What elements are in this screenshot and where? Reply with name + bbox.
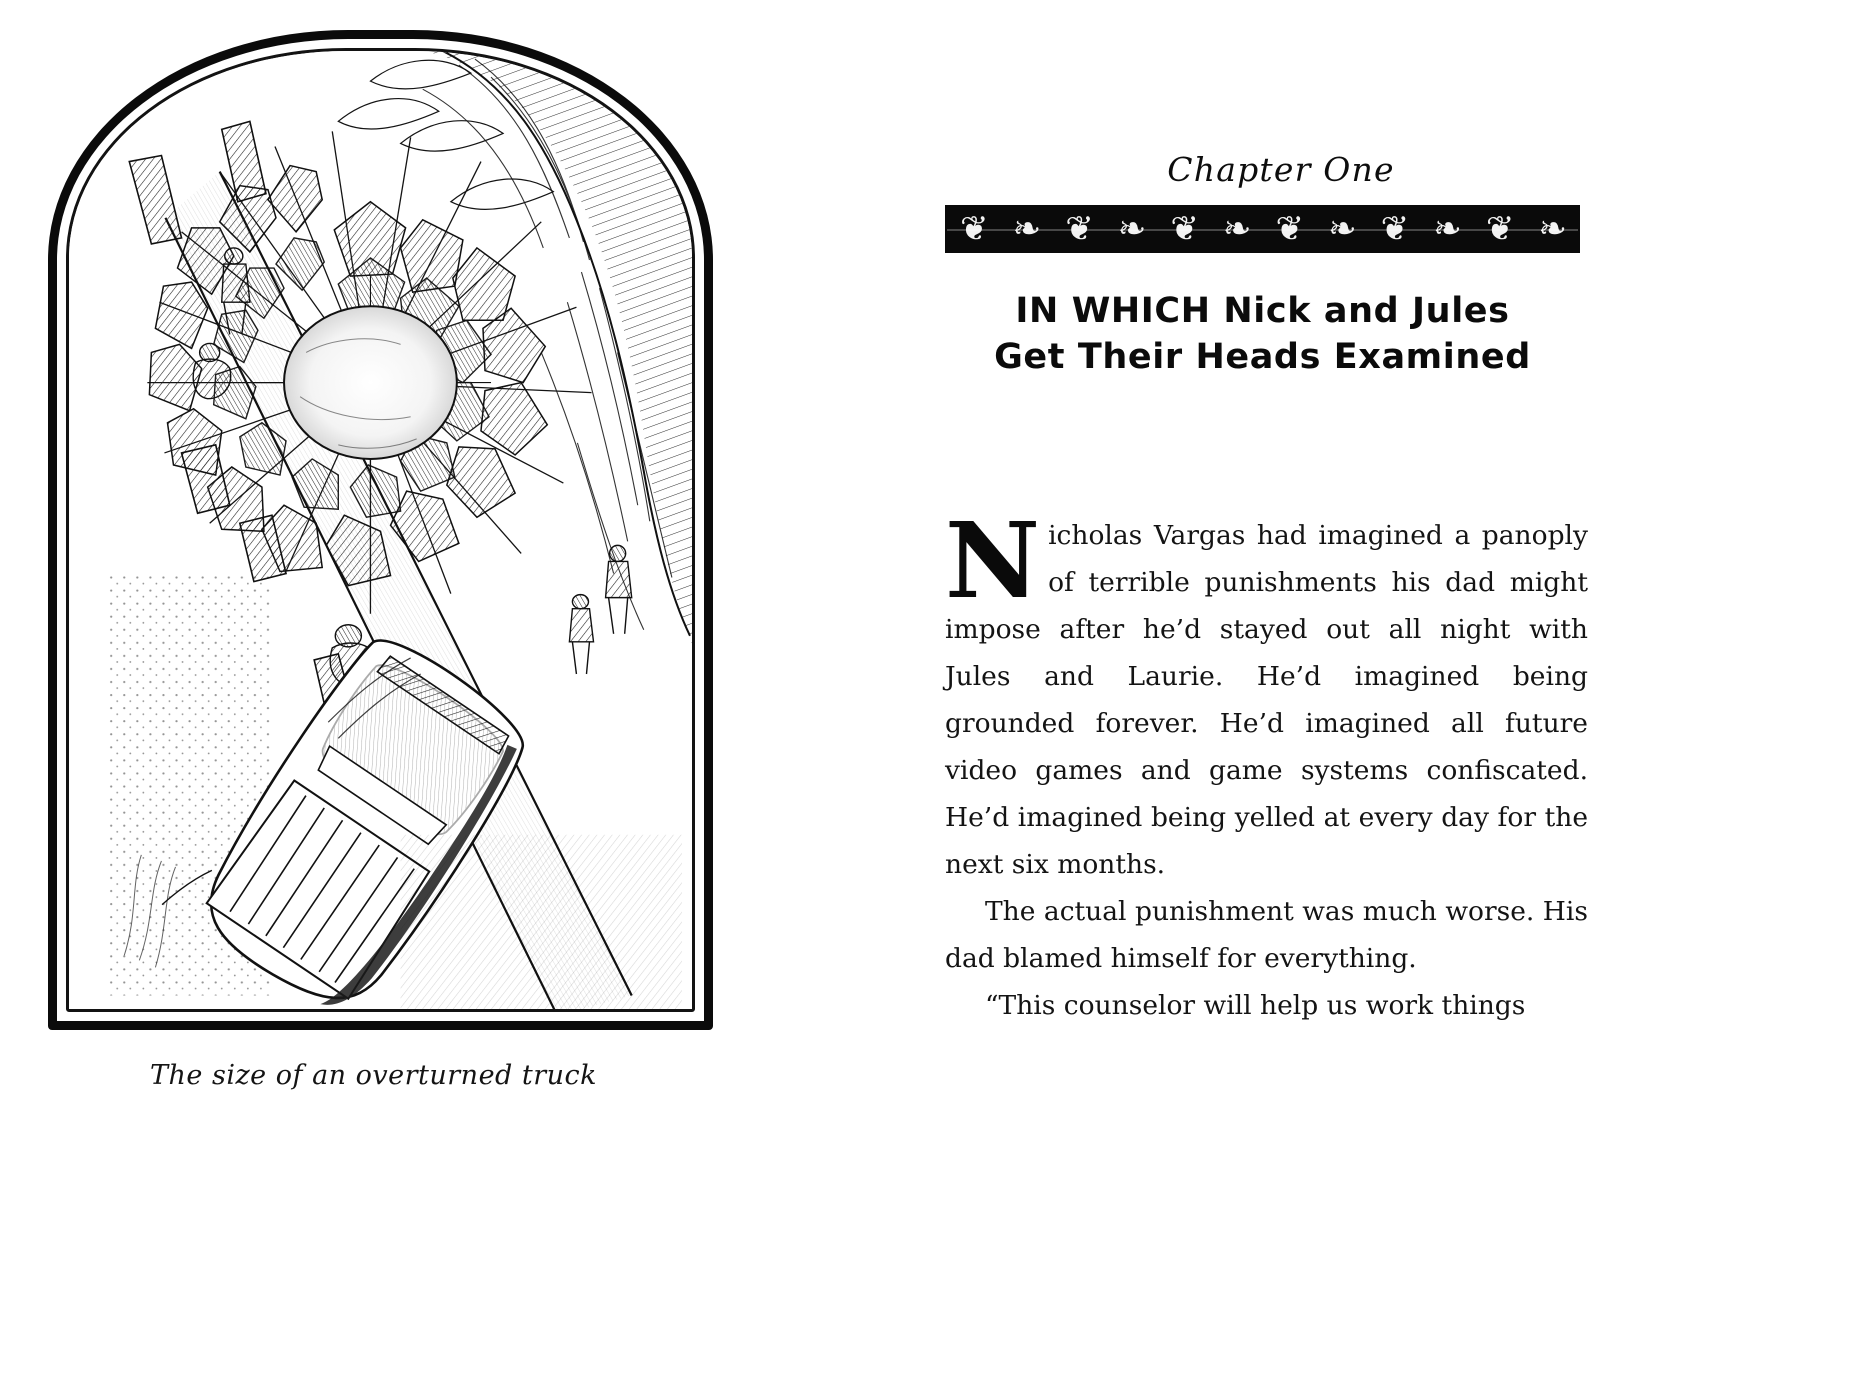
right-page	[931, 0, 1862, 1396]
paragraph-1	[945, 499, 1588, 888]
ornamental-rule	[945, 205, 1580, 253]
page-title	[945, 288, 1580, 380]
illustration-frame	[48, 30, 713, 1030]
paragraph-2: The actual punishment was much worse. His dad blamed himself for everything.	[945, 896, 1588, 974]
chapter-label: Chapter One	[1167, 150, 1395, 189]
chapter-title-line-1: IN WHICH Nick and Jules	[1015, 291, 1510, 331]
illustration-caption: The size of an overturned truck	[150, 1060, 598, 1091]
drop-cap: N	[945, 499, 1041, 622]
ornament-flourishes: ❦ ❧ ❦ ❧ ❦ ❧ ❦ ❧ ❦ ❧ ❦ ❧	[960, 209, 1565, 249]
paragraph-3: “This counselor will help us work things	[985, 990, 1526, 1021]
chapter-title-line-2: Get Their Heads Examined	[994, 337, 1531, 378]
frame-inner-border	[66, 48, 695, 1012]
crater-illustration	[69, 51, 692, 1012]
body-text	[945, 499, 1588, 1029]
paragraph-1-text: icholas Vargas had imagined a panoply of terrible punishments his dad might impose after he’d stayed out all night with Jules and Laurie. He’d imagined being grounded forever. He’d imagined all future video games and game systems confiscated. He’d imagined being yelled at every day for the next six months.	[945, 520, 1588, 880]
